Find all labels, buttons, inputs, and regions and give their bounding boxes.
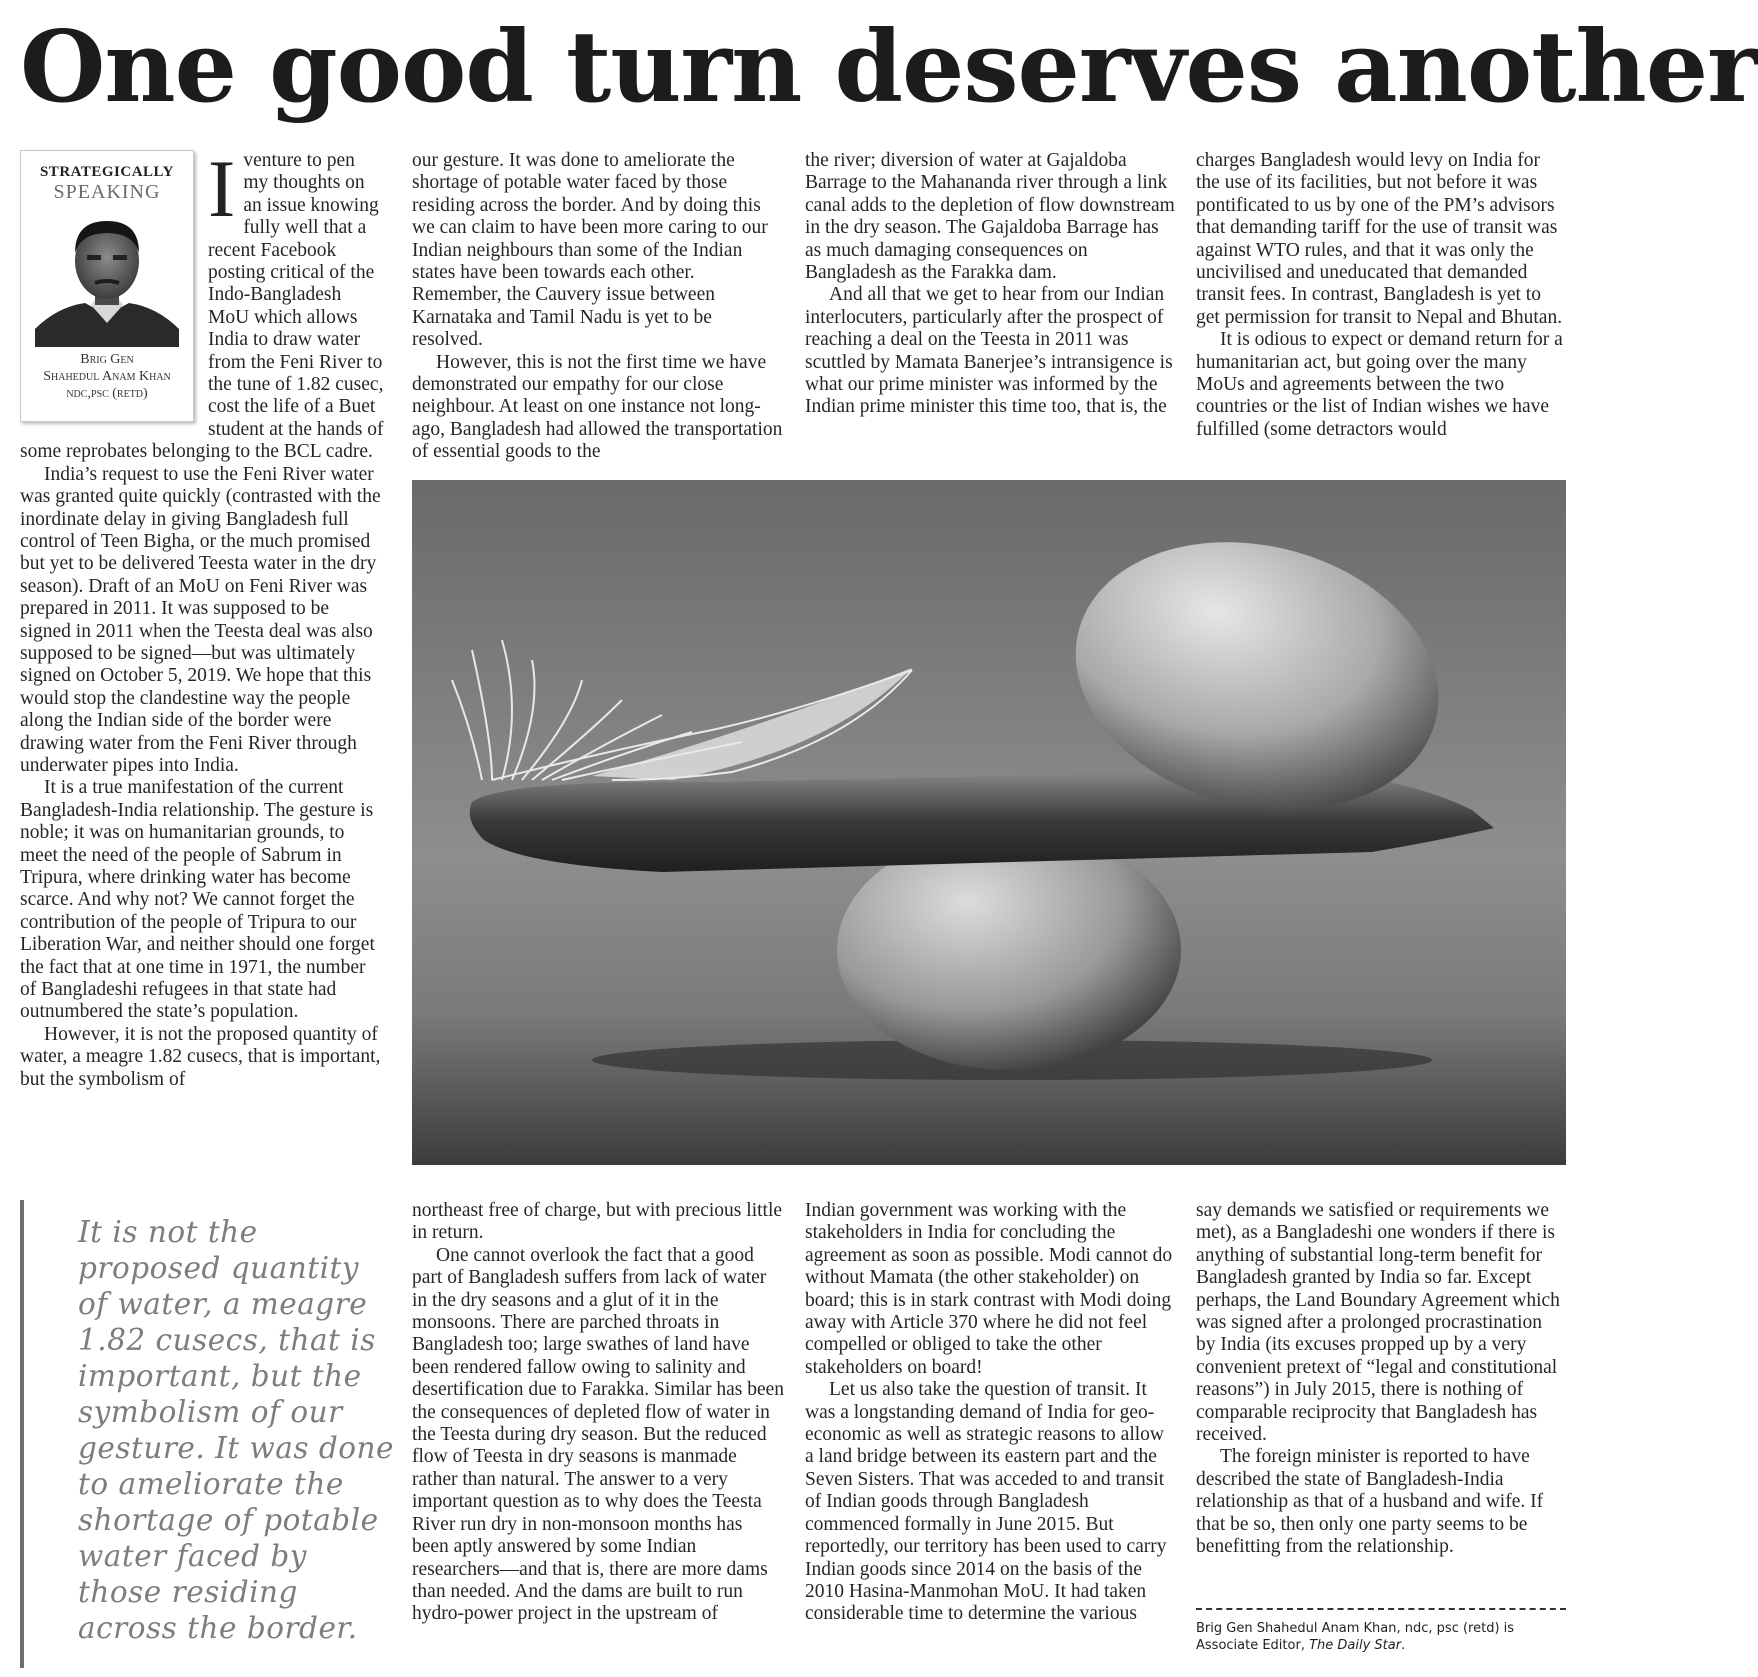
article-column-3-top bbox=[805, 150, 1177, 462]
paragraph: One cannot overlook the fact that a good part of Bangladesh suffers from lack of water in the dry seasons and a glut of it in the monsoons. There are parched throats in Bangladesh too; large swathes of land have been rendered fallow owing to salinity and desertification due to Farakka. Similar has been the consequences of depleted flow of water in the Teesta during dry season. But the reduced flow of Teesta in dry seasons is manmade rather than natural. The answer to a very important question as to why does the Teesta River run dry in non-monsoon months has been aptly answered by some Indian researchers—and that is, there are more dams than needed. And the dams are built to run hydro-power project in the upstream of bbox=[412, 1244, 785, 1625]
column-subtitle: SPEAKING bbox=[53, 181, 161, 203]
author-portrait bbox=[35, 211, 179, 347]
paragraph: say demands we satisfied or requirements we met), as a Bangladeshi one wonders if there is anything of substantial long-term benefit for Bangladesh granted by India so far. Except perhaps, the Land Boundary Agreement which was signed after a prolonged procrastination by India (its excuses propped up by a very convenient pretext of “legal and constitutional reasons”) in July 2015, there is nothing of comparable reciprocity that Bangladesh has received. bbox=[1196, 1200, 1560, 1446]
publication-name: The Daily Star bbox=[1309, 1638, 1402, 1653]
paragraph: It is a true manifestation of the current Bangladesh-India relationship. The gesture is noble; it was on humanitarian grounds, to meet the need of the people of Sabrum in Tripura, where drinking water has become scarce. And why not? We cannot forget the contribution of the people of Tripura to our Liberation War, and neither should one forget the fact that at one time in 1971, the number of Bangladeshi refugees in that state had outnumbered the state’s population. bbox=[20, 777, 375, 1023]
article-column-2-top bbox=[412, 150, 784, 462]
article-column-3-bottom bbox=[805, 1200, 1177, 1672]
column-title: STRATEGICALLY bbox=[39, 164, 175, 180]
author-byline-2: Shahedul Anam Khan bbox=[43, 369, 171, 384]
pull-quote-text: It is not the proposed quantity of water, a meagre 1.82 cusecs, that is important, but the symbolism of our gesture. It was done to ameliorate the shortage of potable water faced by those residing across the border. bbox=[78, 1215, 394, 1645]
paragraph: venture to pen my thoughts on an issue knowing fully well that a recent Facebook posting critical of the Indo-Bangladesh MoU which allows India to draw water from the Feni River to the tune of 1.82 cusec, cost the life of a Buet student at the hands of some reprobates belonging to the BCL cadre. bbox=[20, 150, 384, 463]
paragraph: India’s request to use the Feni River water was granted quite quickly (contrasted with the inordinate delay in giving Bangladesh full control of Teen Bigha, or the much promised but yet to be delivered Teesta water in the dry season). Draft of an MoU on Feni River was prepared in 2011. It was supposed to be signed in 2011 when the Teesta deal was also supposed to be signed—but was ultimately signed on October 5, 2019. We hope that this would stop the clandestine way the people along the Indian side of the border were drawing water from the Feni River through underwater pipes into India. bbox=[20, 463, 381, 776]
article-column-4-bottom bbox=[1196, 1200, 1566, 1614]
paragraph: However, it is not the proposed quantity of water, a meagre 1.82 cusecs, that is important, but the symbolism of bbox=[20, 1023, 381, 1090]
article-column-2-bottom bbox=[412, 1200, 784, 1672]
columnist-box bbox=[20, 150, 194, 422]
pull-quote bbox=[20, 1200, 394, 1668]
paragraph: charges Bangladesh would levy on India for the use of its facilities, but not before it was pontificated to us by one of the PM’s advisors that demanding tariff for the use of transit was against WTO rules, and that it was only the uncivilised and uneducated that demanded transit fees. In contrast, Bangladesh is yet to get permission for transit to Nepal and Bhutan. bbox=[1196, 150, 1563, 328]
paragraph: northeast free of charge, but with precious little in return. bbox=[412, 1200, 783, 1244]
article-column-1 bbox=[20, 143, 384, 1170]
author-bio-end: . bbox=[1401, 1638, 1406, 1653]
paragraph: However, this is not the first time we have demonstrated our empathy for our close neighbour. At least on one instance not long-ago, Bangladesh had allowed the transportation of essential goods to the bbox=[412, 351, 783, 463]
paragraph: Let us also take the question of transit. It was a longstanding demand of India for geo-economic as well as strategic reasons to allow a land bridge between its eastern part and the Seven Sisters. That was acceded to and transit of Indian goods through Bangladesh commenced formally in June 2015. But reportedly, our territory has been used to carry Indian goods since 2014 on the basis of the 2010 Hasina-Manmohan MoU. It had taken considerable time to determine the various bbox=[805, 1379, 1167, 1625]
feature-photo bbox=[412, 480, 1566, 1165]
paragraph: Indian government was working with the stakeholders in India for concluding the agreement as soon as possible. Modi cannot do without Mamata (the other stakeholder) on board; this is in stark contrast with Modi doing away with Article 370 where he did not feel compelled or obliged to take the other stakeholders on board! bbox=[805, 1200, 1173, 1378]
author-byline-1: Brig Gen bbox=[80, 352, 134, 367]
drop-cap: I bbox=[208, 143, 236, 234]
paragraph: The foreign minister is reported to have described the state of Bangladesh-India relationship as that of a husband and wife. If that be so, then only one party seems to be benefitting from the relationship. bbox=[1196, 1446, 1544, 1558]
bio-divider bbox=[1196, 1608, 1566, 1610]
author-bio bbox=[1196, 1620, 1566, 1654]
paragraph: the river; diversion of water at Gajaldoba Barrage to the Mahananda river through a link canal adds to the depletion of flow downstream in the dry season. The Gajaldoba Barrage has as much damaging consequences on Bangladesh as the Farakka dam. bbox=[805, 150, 1175, 284]
article-column-4-top bbox=[1196, 150, 1566, 462]
author-bio-text: Brig Gen Shahedul Anam Khan, ndc, psc (retd) is Associate Editor, bbox=[1196, 1621, 1515, 1653]
paragraph: And all that we get to hear from our Indian interlocuters, particularly after the prospect of reaching a deal on the Teesta in 2011 was scuttled by Mamata Banerjee’s intransigence is what our prime minister was informed by the Indian prime minister this time too, that is, the bbox=[805, 284, 1173, 418]
author-byline-3: ndc,psc (retd) bbox=[66, 386, 148, 401]
headline: One good turn deserves another bbox=[20, 10, 1758, 125]
paragraph: our gesture. It was done to ameliorate the shortage of potable water faced by those residing across the border. And by doing this we can claim to have been more caring to our Indian neighbours than some of the Indian states have been towards each other. Remember, the Cauvery issue between Karnataka and Tamil Nadu is yet to be resolved. bbox=[412, 150, 768, 351]
paragraph: It is odious to expect or demand return for a humanitarian act, but going over the many MoUs and agreements between the two countries or the list of Indian wishes we have fulfilled (some detractors would bbox=[1196, 329, 1563, 440]
